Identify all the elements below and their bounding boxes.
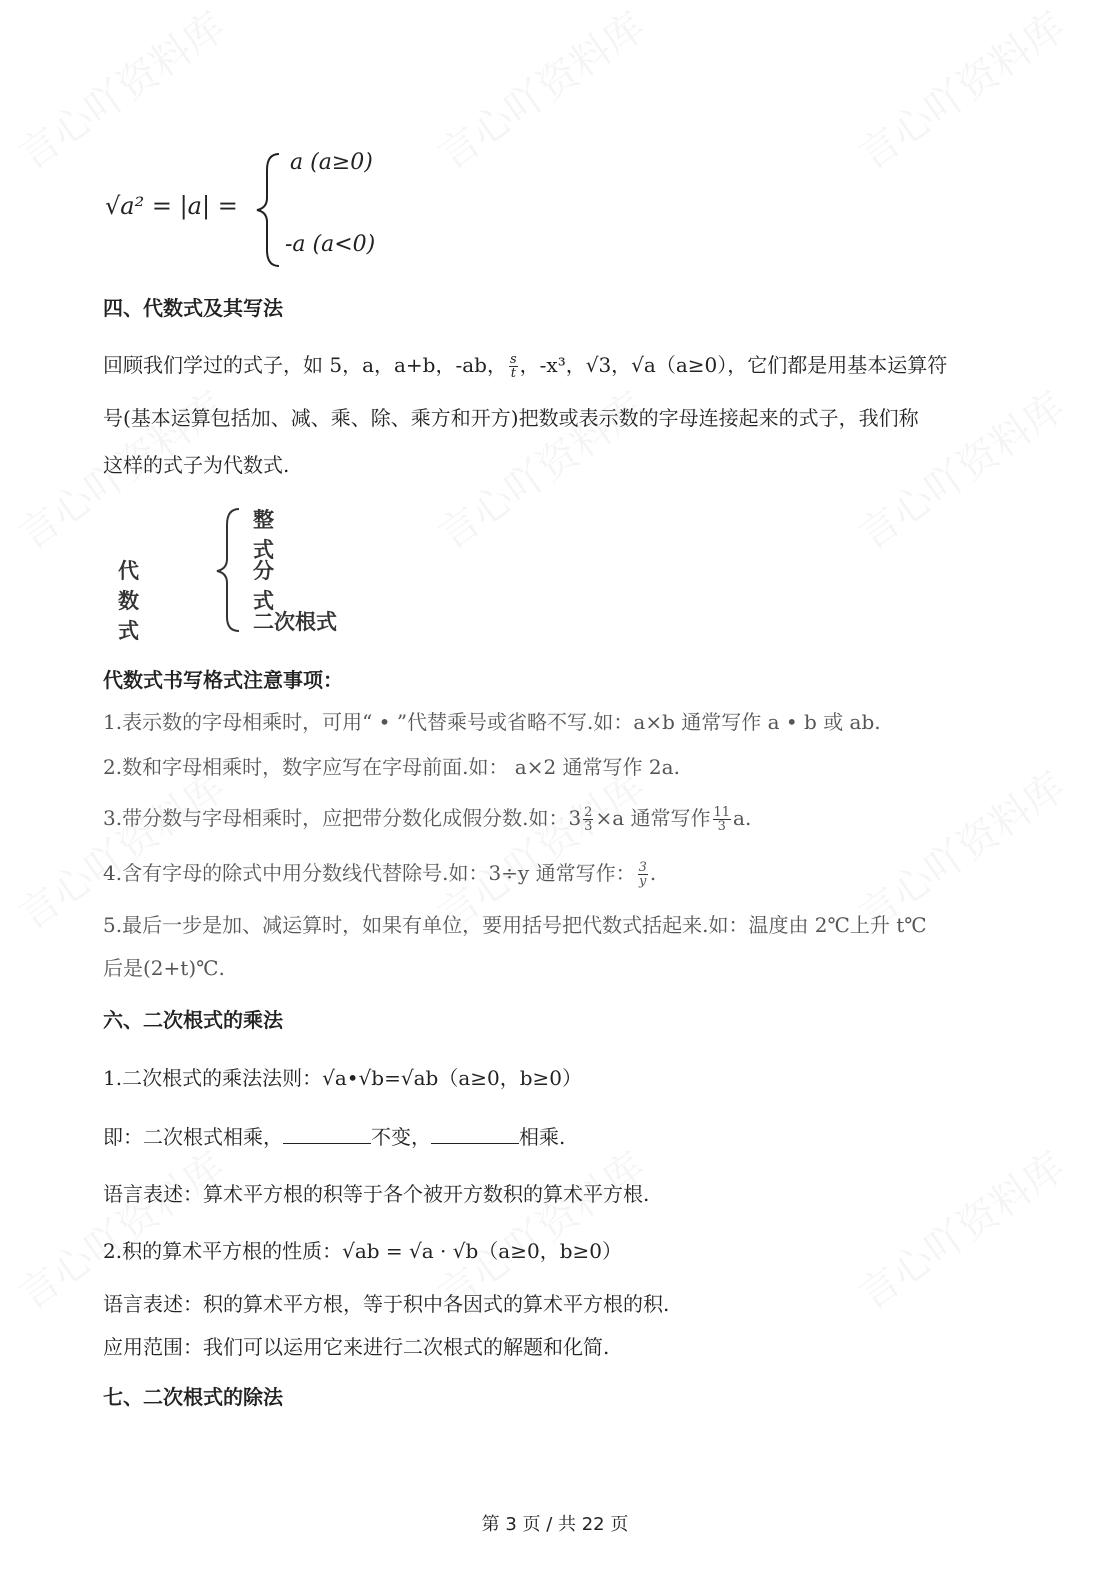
text: 4.含有字母的除式中用分数线代替除号.如：3÷y 通常写作： [103, 861, 636, 885]
text: 回顾我们学过的式子，如 5，a，a+b，-ab， [103, 353, 507, 377]
curly-brace-icon [255, 150, 285, 270]
fraction [509, 353, 518, 380]
tree-root: 代数式 [118, 559, 139, 643]
text: 不变， [371, 1125, 431, 1149]
numerator: 3 [638, 860, 647, 875]
denominator: y [639, 874, 647, 889]
section-7-heading: 七、二次根式的除法 [103, 1385, 283, 1409]
formula-case-2: -a (a<0) [285, 232, 376, 257]
text: a. [733, 806, 752, 830]
text: 即：二次根式相乘， [103, 1125, 283, 1149]
text: ×a 通常写作 [595, 806, 711, 830]
fraction [713, 806, 732, 833]
tree-child: 整式 [253, 508, 274, 562]
formula-case-1: a (a≥0) [290, 150, 373, 175]
note-item-1: 1.表示数的字母相乘时，可用“ • ”代替乘号或省略不写.如：a×b 通常写作 a • b 或 ab. [103, 710, 881, 734]
notes-heading: 代数式书写格式注意事项： [103, 668, 343, 692]
section-4-para-line-1 [103, 351, 947, 380]
application-scope: 应用范围：我们可以运用它来进行二次根式的解题和化简. [103, 1335, 610, 1359]
note-item-4 [103, 859, 656, 888]
text: 3.带分数与字母相乘时，应把带分数化成假分数.如：3 [103, 806, 582, 830]
fraction [638, 861, 648, 888]
note-item-3 [103, 804, 751, 833]
tree-child: 二次根式 [253, 610, 337, 634]
blank-field-2[interactable] [431, 1125, 519, 1144]
numerator: 2 [584, 805, 593, 820]
section-4-para-line-3: 这样的式子为代数式. [103, 453, 290, 477]
blank-field-1[interactable] [283, 1125, 371, 1144]
watermark [425, 0, 654, 181]
numerator: 11 [713, 805, 731, 820]
product-root-property: 2.积的算术平方根的性质：√ab = √a · √b（a≥0，b≥0） [103, 1239, 623, 1263]
denominator: t [510, 366, 516, 381]
text: . [649, 861, 657, 885]
section-6-heading: 六、二次根式的乘法 [103, 1008, 283, 1032]
multiplication-rule: 1.二次根式的乘法法则：√a•√b=√ab（a≥0，b≥0） [103, 1066, 583, 1090]
numerator: s [509, 352, 517, 367]
fill-in-blank [103, 1123, 565, 1151]
tree-child: 分式 [253, 559, 274, 613]
description-2: 语言表述：积的算术平方根，等于积中各因式的算术平方根的积. [103, 1292, 670, 1316]
section-4-heading: 四、代数式及其写法 [103, 296, 283, 320]
curly-brace-icon [213, 505, 243, 635]
formula-lhs: √a² = |a| = [105, 192, 238, 220]
description-1: 语言表述：算术平方根的积等于各个被开方数积的算术平方根. [103, 1182, 650, 1206]
text: 相乘. [519, 1125, 566, 1149]
note-item-5-line-2: 后是(2+t)℃. [103, 956, 225, 980]
text: ，-x³，√3，√a（a≥0），它们都是用基本运算符 [519, 353, 948, 377]
watermark [845, 1136, 1074, 1320]
watermark [845, 0, 1074, 181]
section-4-para-line-2: 号(基本运算包括加、减、乘、除、乘方和开方)把数或表示数的字母连接起来的式子，我们称 [103, 406, 919, 430]
denominator: 3 [584, 819, 593, 834]
abs-sqrt-formula [105, 150, 425, 270]
note-item-5-line-1: 5.最后一步是加、减运算时，如果有单位，要用括号把代数式括起来.如：温度由 2℃上升 t℃ [103, 913, 927, 937]
note-item-2: 2.数和字母相乘时，数字应写在字母前面.如： a×2 通常写作 2a. [103, 755, 680, 779]
fraction [583, 806, 593, 833]
page-number: 第 3 页 / 共 22 页 [481, 1514, 629, 1535]
denominator: 3 [717, 819, 726, 834]
